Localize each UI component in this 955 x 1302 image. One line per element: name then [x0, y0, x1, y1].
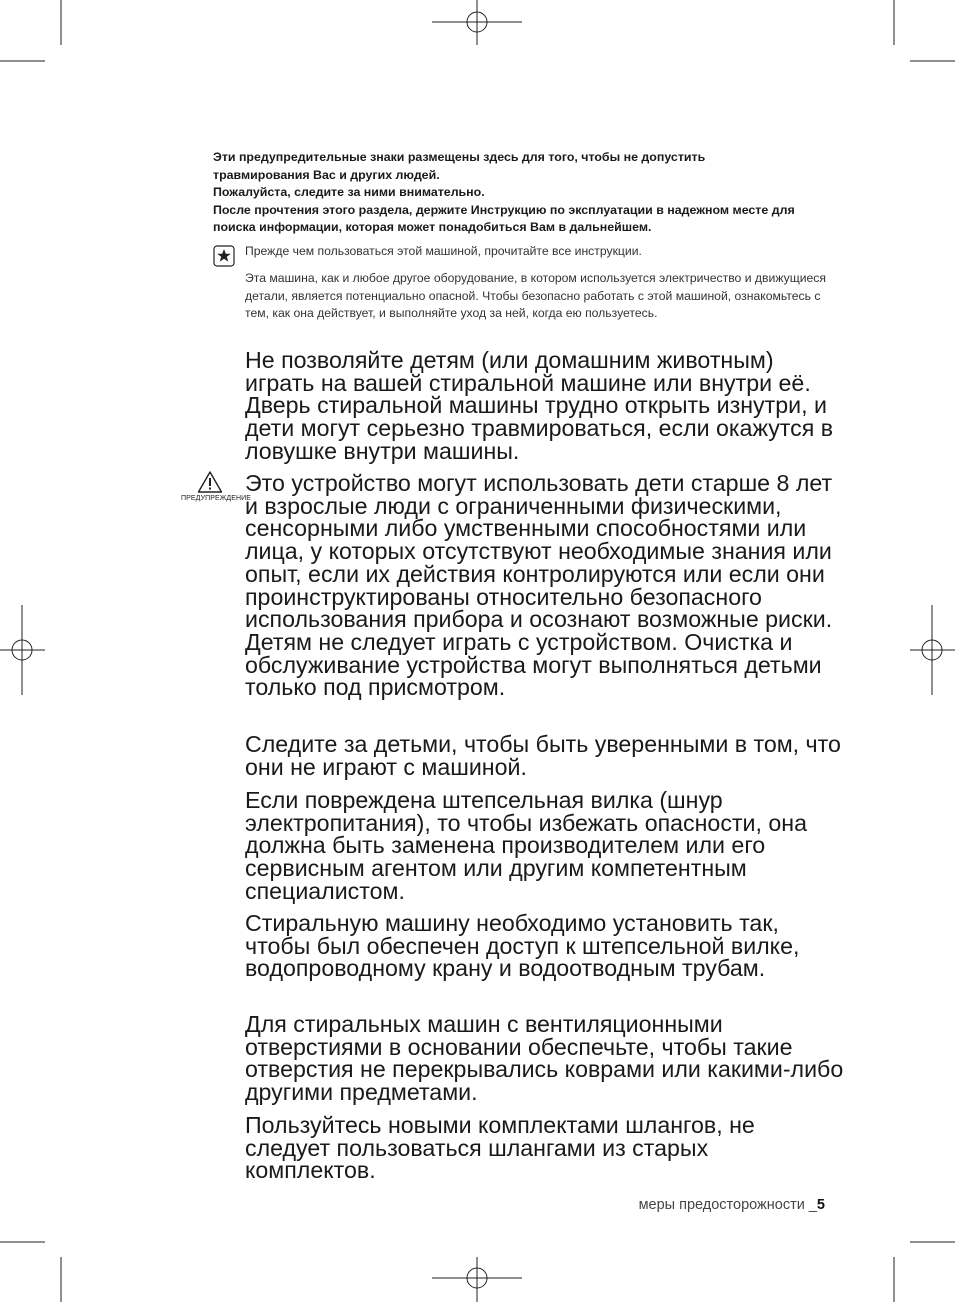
note-line-1 [245, 243, 830, 261]
warning-text: Следите за детьми, чтобы быть уверенными в том, что они не играют с машиной. [245, 731, 841, 780]
warning-new-hoses [245, 1114, 845, 1182]
note-icon [213, 245, 235, 267]
note-line-2 [245, 270, 830, 323]
warning-triangle-icon [197, 470, 223, 494]
warning-children-8-years [245, 472, 845, 699]
warning-text: Не позволяйте детям (или домашним животным) играть на вашей стиральной машине или внутри её. Дверь стиральной машины трудно открыть изнутри, и дети могут серьезно травмироваться, если окажутся в ловушке внутри машины. [245, 347, 834, 464]
page-footer [639, 1197, 825, 1213]
warning-power-plug [245, 789, 845, 903]
note-text: Прежде чем пользоваться этой машиной, прочитайте все инструкции. [245, 244, 642, 258]
page-number: 5 [816, 1197, 825, 1213]
warning-text: Это устройство могут использовать дети старше 8 лет и взрослые люди с ограниченными физическими, сенсорными либо умственными способностями или лица, у которых отсутствуют необходимые знания или опыт, если их действия контролируются или если они проинструктированы относительно безопасного использования прибора и осознают возможные риски. Детям не следует играть с устройством. Очистка и обслуживание устройства могут выполняться детьми только под присмотром. [245, 470, 833, 701]
intro-line: Пожалуйста, следите за ними внимательно. [213, 185, 485, 199]
warning-children-pets [245, 349, 845, 463]
footer-section-title: меры предосторожности _ [638, 1197, 817, 1213]
warning-text: Для стиральных машин с вентиляционными отверстиями в основании обеспечьте, чтобы такие отверстия не перекрывались коврами или какими-либо другими предметами. [245, 1011, 844, 1106]
intro-line: После прочтения этого раздела, держите Инструкцию по эксплуатации в надежном месте для поиска информации, которая может понадобиться Вам в дальнейшем. [213, 202, 795, 234]
warning-ventilation-openings [245, 1013, 845, 1104]
warning-text: Стиральную машину необходимо установить так, чтобы был обеспечен доступ к штепсельной вилке, водопроводному крану и водоотводным трубам. [245, 910, 800, 982]
warning-text: Пользуйтесь новыми комплектами шлангов, не следует пользоваться шлангами из старых комплектов. [245, 1112, 755, 1184]
warning-supervise-children [245, 733, 845, 778]
warning-installation-access [245, 912, 845, 980]
warning-text: Если повреждена штепсельная вилка (шнур электропитания), то чтобы избежать опасности, она должна быть заменена производителем или его сервисным агентом или другим компетентным специалистом. [245, 787, 807, 904]
note-text: Эта машина, как и любое другое оборудование, в котором используется электричество и движущиеся детали, является потенциально опасной. Чтобы безопасно работать с этой машиной, ознакомьтесь с тем, как она действует, и выполняйте уход за ней, когда ею пользуетесь. [245, 271, 827, 321]
warning-label: ПРЕДУПРЕЖДЕНИЕ [181, 495, 252, 502]
intro-line: Эти предупредительные знаки размещены здесь для того, чтобы не допустить травмирования Вас и других людей. [213, 150, 706, 182]
intro-text [213, 149, 803, 237]
